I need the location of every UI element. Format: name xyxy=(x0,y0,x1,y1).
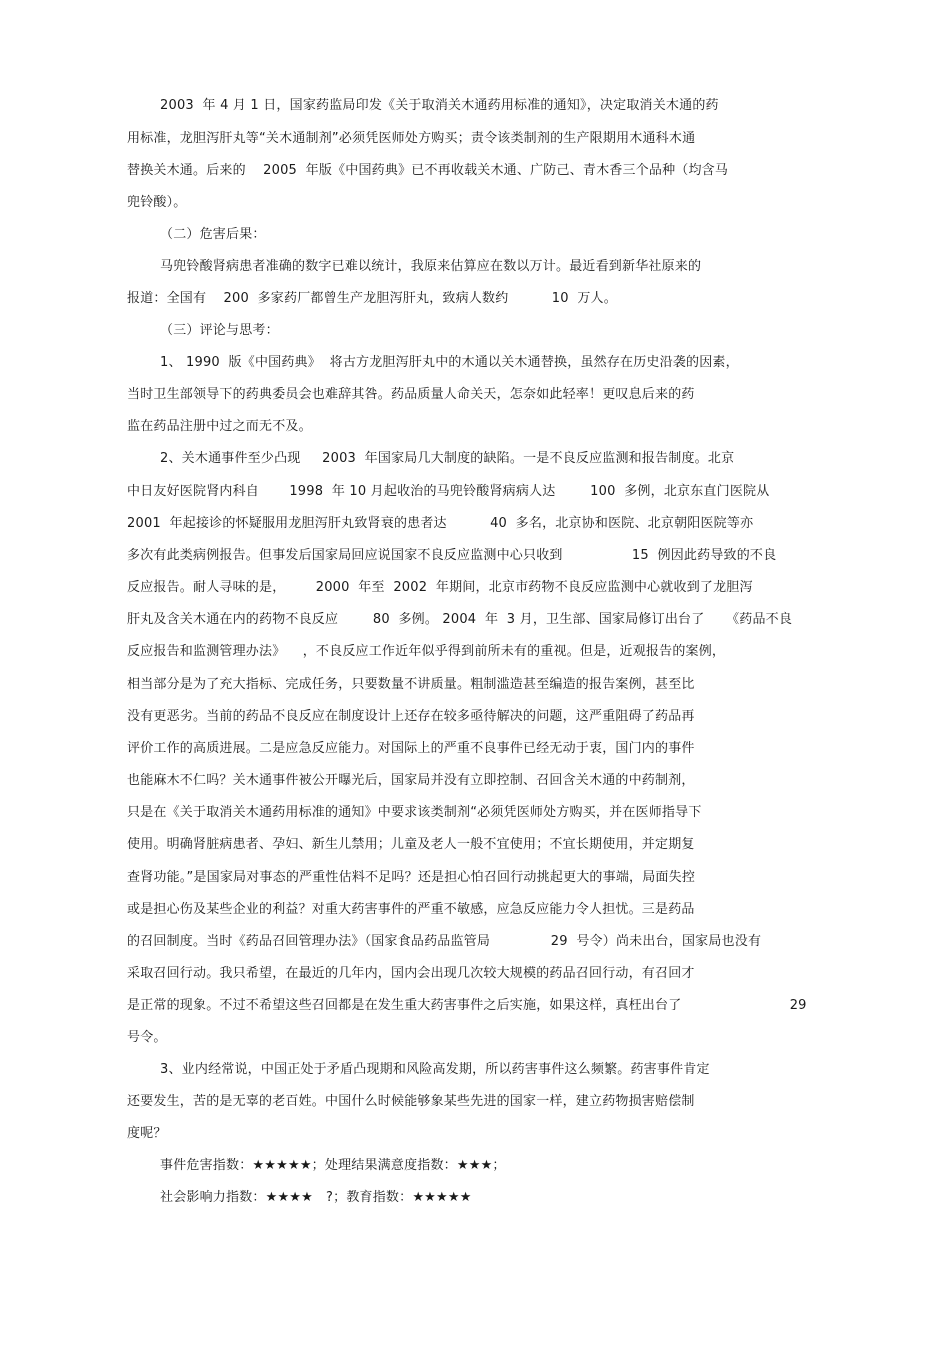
section-heading: （二）危害后果： xyxy=(160,227,266,242)
paragraph-line: 度呢？ xyxy=(127,1126,167,1141)
paragraph-line: 用标准，龙胆泻肝丸等“关木通制剂”必须凭医师处方购买；责令该类制剂的生产限期用木通科木通 xyxy=(127,131,696,146)
rating-line-harm: 事件危害指数：★★★★★；处理结果满意度指数：★★★； xyxy=(160,1158,506,1173)
paragraph-line: 肝丸及含关木通在内的药物不良反应 80 多例。 2004 年 3 月，卫生部、国家局修订出台了 《药品不良 xyxy=(127,612,793,627)
paragraph-line: 相当部分是为了充大指标、完成任务，只要数量不讲质量。粗制滥造甚至编造的报告案例，甚至比 xyxy=(127,677,695,692)
paragraph-line: 监在药品注册中过之而无不及。 xyxy=(127,419,312,434)
paragraph-line: 1、 1990 版《中国药典》 将古方龙胆泻肝丸中的木通以关木通替换，虽然存在历史沿袭的因素， xyxy=(160,355,739,370)
paragraph-line: 还要发生，苦的是无辜的老百姓。中国什么时候能够象某些先进的国家一样，建立药物损害赔偿制 xyxy=(127,1094,695,1109)
paragraph-line: 2003 年 4 月 1 日，国家药监局印发《关于取消关木通药用标准的通知》，决定取消关木通的药 xyxy=(160,98,719,113)
paragraph-line: 查肾功能。”是国家局对事态的严重性估料不足吗？还是担心怕召回行动挑起更大的事端，局面失控 xyxy=(127,870,696,885)
paragraph-line: 是正常的现象。不过不希望这些召回都是在发生重大药害事件之后实施，如果这样，真枉出台了 29 xyxy=(127,998,807,1013)
paragraph-line: 采取召回行动。我只希望，在最近的几年内，国内会出现几次较大规模的药品召回行动，有召回才 xyxy=(127,966,695,981)
section-heading: （三）评论与思考： xyxy=(160,323,279,338)
paragraph-line: 报道：全国有 200 多家药厂都曾生产龙胆泻肝丸，致病人数约 10 万人。 xyxy=(127,291,617,306)
paragraph-line: 2、关木通事件至少凸现 2003 年国家局几大制度的缺陷。一是不良反应监测和报告制度。北京 xyxy=(160,451,735,466)
paragraph-line: 3、业内经常说，中国正处于矛盾凸现期和风险高发期，所以药害事件这么频繁。药害事件肯定 xyxy=(160,1062,710,1077)
paragraph-line: 反应报告和监测管理办法》 ，不良反应工作近年似乎得到前所未有的重视。但是，近观报告的案例， xyxy=(127,644,726,659)
paragraph-line: 兜铃酸）。 xyxy=(127,195,187,210)
paragraph-line: 也能麻木不仁吗？关木通事件被公开曝光后，国家局并没有立即控制、召回含关木通的中药制剂， xyxy=(127,773,695,788)
paragraph-line: 的召回制度。当时《药品召回管理办法》（国家食品药品监管局 29 号令）尚未出台，国家局也没有 xyxy=(127,934,762,949)
paragraph-line: 马兜铃酸肾病患者准确的数字已难以统计，我原来估算应在数以万计。最近看到新华社原来的 xyxy=(160,259,702,274)
paragraph-line: 没有更恶劣。当前的药品不良反应在制度设计上还存在较多亟待解决的问题，这严重阻碍了药品再 xyxy=(127,709,695,724)
paragraph-line: 反应报告。耐人寻味的是， 2000 年至 2002 年期间，北京市药物不良反应监测中心就收到了龙胆泻 xyxy=(127,580,753,595)
paragraph-line: 使用。明确肾脏病患者、孕妇、新生儿禁用；儿童及老人一般不宜使用；不宜长期使用，并定期复 xyxy=(127,837,695,852)
paragraph-line: 或是担心伤及某些企业的利益？对重大药害事件的严重不敏感，应急反应能力令人担忧。三是药品 xyxy=(127,902,695,917)
paragraph-line: 只是在《关于取消关木通药用标准的通知》中要求该类制剂“必须凭医师处方购买，并在医师指导下 xyxy=(127,805,702,820)
paragraph-line: 中日友好医院肾内科自 1998 年 10 月起收治的马兜铃酸肾病病人达 100 多例，北京东直门医院从 xyxy=(127,484,770,499)
paragraph-line: 替换关木通。后来的 2005 年版《中国药典》已不再收载关木通、广防己、青木香三个品种（均含马 xyxy=(127,163,729,178)
paragraph-line: 号令。 xyxy=(127,1030,167,1045)
rating-line-impact: 社会影响力指数：★★★★ ?；教育指数：★★★★★ xyxy=(160,1190,472,1205)
paragraph-line: 评价工作的高质进展。二是应急反应能力。对国际上的严重不良事件已经无动于衷，国门内的事件 xyxy=(127,741,695,756)
paragraph-line: 2001 年起接诊的怀疑服用龙胆泻肝丸致肾衰的患者达 40 多名，北京协和医院、北京朝阳医院等亦 xyxy=(127,516,754,531)
paragraph-line: 当时卫生部领导下的药典委员会也难辞其咎。药品质量人命关天，怎奈如此轻率！更叹息后来的药 xyxy=(127,387,695,402)
paragraph-line: 多次有此类病例报告。但事发后国家局回应说国家不良反应监测中心只收到 15 例因此药导致的不良 xyxy=(127,548,777,563)
